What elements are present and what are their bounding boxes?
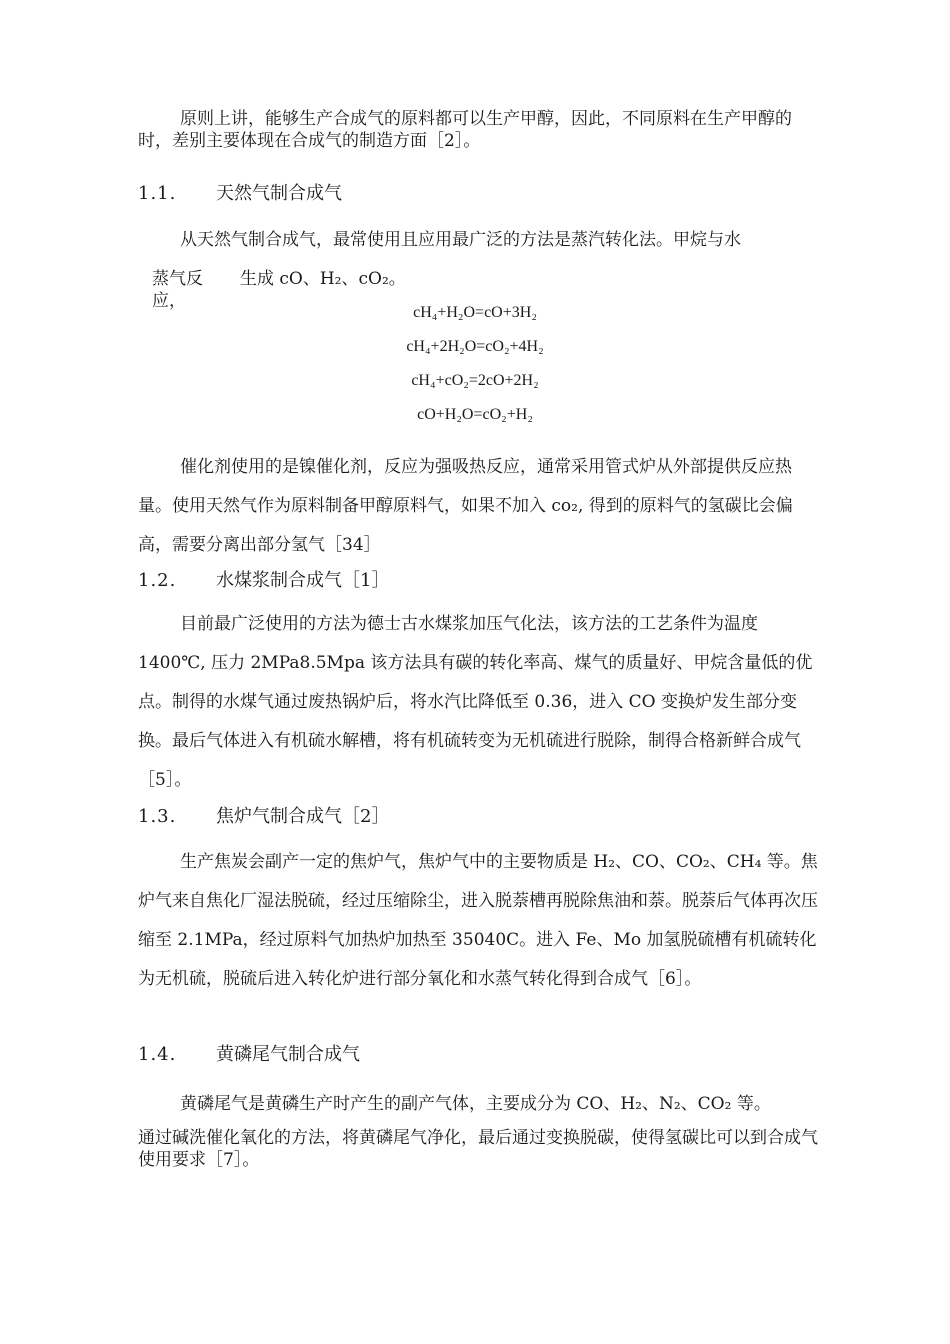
section-title: 黄磷尾气制合成气 [216, 1044, 360, 1065]
s3-paragraph: 生产焦炭会副产一定的焦炉气，焦炉气中的主要物质是 H₂、CO、CO₂、CH₄ 等。焦炉气来自焦化厂湿法脱硫，经过压缩除尘，进入脱萘槽再脱除焦油和萘。脱萘后气体再次压缩至 2.1MPa，经过原料气加热炉加热至 35040C。进入 Fe、Mo 加氢脱硫槽有机硫转化为无机硫，脱硫后进入转化炉进行部分氧化和水蒸气转化得到合成气［6］。 [138, 852, 818, 989]
section-1-4-heading [138, 1042, 360, 1068]
section-number: 1.4. [138, 1044, 177, 1065]
equation-3: cH₄+cO₂=2cO+2H₂ [411, 372, 539, 389]
s4-paragraph-1: 黄磷尾气是黄磷生产时产生的副产气体，主要成分为 CO、H₂、N₂、CO₂ 等。 [180, 1094, 771, 1114]
section-title: 焦炉气制合成气［2］ [216, 806, 390, 827]
equation-1: cH₄+H₂O=cO+3H₂ [413, 304, 537, 321]
s1-fragment-b: 应， [152, 291, 186, 311]
s1-fragment-c: 生成 cO、H₂、cO₂。 [240, 269, 406, 289]
section-title: 水煤浆制合成气［1］ [216, 570, 390, 591]
section-1-1-heading [138, 181, 342, 207]
s1-paragraph-1: 从天然气制合成气，最常使用且应用最广泛的方法是蒸汽转化法。甲烷与水 [180, 230, 741, 250]
section-number: 1.2. [138, 570, 177, 591]
section-1-3-heading [138, 804, 389, 830]
s1-paragraph-2: 催化剂使用的是镍催化剂，反应为强吸热反应，通常采用管式炉从外部提供反应热量。使用天然气作为原料制备甲醇原料气，如果不加入 co₂, 得到的原料气的氢碳比会偏高，需要分离出部分氢气［34］ [138, 457, 793, 555]
section-number: 1.3. [138, 806, 177, 827]
s1-fragment-a: 蒸气反 [152, 269, 203, 289]
intro-paragraph: 原则上讲，能够生产合成气的原料都可以生产甲醇，因此，不同原料在生产甲醇的时，差别主要体现在合成气的制造方面［2］。 [138, 109, 792, 151]
section-number: 1.1. [138, 183, 177, 204]
section-title: 天然气制合成气 [216, 183, 342, 204]
s2-paragraph: 目前最广泛使用的方法为德士古水煤浆加压气化法，该方法的工艺条件为温度 1400℃, 压力 2MPa8.5Mpa 该方法具有碳的转化率高、煤气的质量好、甲烷含量低的优点。制得的水煤气通过废热锅炉后，将水汽比降低至 0.36，进入 CO 变换炉发生部分变换。最后气体进入有机硫水解槽，将有机硫转变为无机硫进行脱除，制得合格新鲜合成气［5］。 [138, 614, 813, 790]
equation-4: cO+H₂O=cO₂+H₂ [417, 406, 533, 423]
section-1-2-heading [138, 568, 389, 594]
s4-paragraph-2: 通过碱洗催化氧化的方法，将黄磷尾气净化，最后通过变换脱碳，使得氢碳比可以到合成气使用要求［7］。 [138, 1128, 818, 1170]
equation-2: cH₄+2H₂O=cO₂+4H₂ [406, 338, 544, 355]
